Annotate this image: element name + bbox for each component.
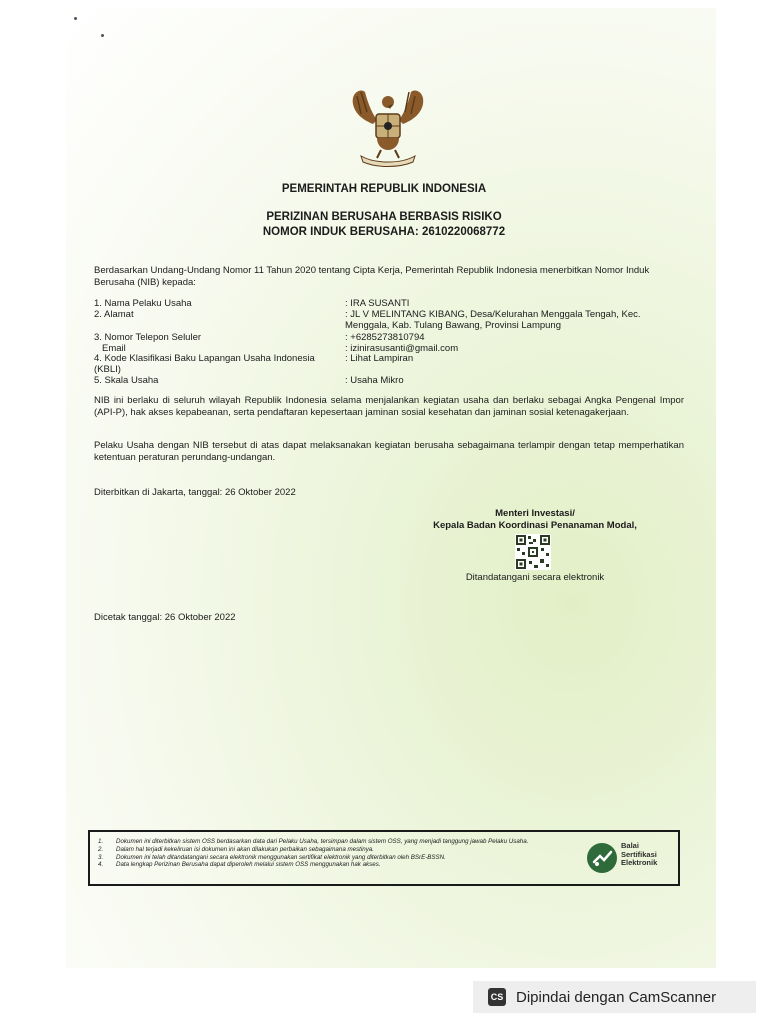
note-text: Data lengkap Perizinan Berusaha dapat diperoleh melalui sistem OSS menggunakan hak akses. (116, 861, 381, 869)
footer-notes-box (88, 830, 680, 886)
printed-date: Dicetak tanggal: 26 Oktober 2022 (94, 612, 236, 623)
field-label: 4. Kode Klasifikasi Baku Lapangan Usaha Indonesia (KBLI) (94, 353, 315, 375)
signatory-office: Kepala Badan Koordinasi Penanaman Modal, (433, 520, 637, 531)
field-value: : Usaha Mikro (345, 375, 404, 386)
field-label: Email (102, 343, 126, 354)
footer-note (98, 846, 588, 854)
nib-number: NOMOR INDUK BERUSAHA: 2610220068772 (262, 226, 506, 238)
note-text: Dalam hal terjadi kekeliruan isi dokumen ini akan dilakukan perbaikan sebagaimana mestinya. (116, 845, 374, 853)
bsre-line: Balai (621, 841, 639, 850)
garuda-emblem-icon (347, 84, 429, 168)
footer-note (98, 854, 588, 862)
field-label: 2. Alamat (94, 309, 134, 320)
field-value: : +6285273810794 (345, 332, 425, 343)
qr-code-icon (515, 534, 551, 570)
note-number: 1. (98, 838, 104, 845)
field-label: 3. Nomor Telepon Seluler (94, 332, 202, 343)
government-heading: PEMERINTAH REPUBLIK INDONESIA (281, 183, 487, 195)
issued-date: Diterbitkan di Jakarta, tanggal: 26 Oktober 2022 (94, 487, 296, 498)
bsre-logo-icon (586, 842, 618, 874)
footer-notes (98, 838, 588, 869)
camscanner-icon: CS (488, 988, 506, 1006)
note-number: 2. (98, 845, 104, 853)
note-text: Dokumen ini telah ditandatangani secara elektronik menggunakan sertifikat elektronik yang diterbitkan oleh BSrE-BSSN. (116, 853, 446, 861)
document-title: PERIZINAN BERUSAHA BERBASIS RISIKO (266, 211, 502, 223)
field-label: 1. Nama Pelaku Usaha (94, 298, 192, 309)
validity-paragraph: NIB ini berlaku di seluruh wilayah Republik Indonesia selama menjalankan kegiatan usaha dan berlaku sebagai Angka Pengenal Impor (API-P), hak akses kepabeanan, serta pendaftaran kepesertaan jaminan sosial kesehatan dan jaminan sosial ketenagakerjaan. (94, 395, 684, 418)
camscanner-label: Dipindai dengan CamScanner (516, 988, 717, 1006)
note-text: Dokumen ini diterbitkan sistem OSS berdasarkan data dari Pelaku Usaha, tersimpan dalam sistem OSS, yang menjadi tanggung jawab Pelaku Usaha. (116, 838, 529, 845)
footer-note (98, 861, 588, 869)
bsre-line: Sertifikasi (621, 849, 657, 859)
field-value: : IRA SUSANTI (345, 298, 410, 309)
note-number: 4. (98, 861, 104, 869)
field-value: : izinirasusanti@gmail.com (345, 343, 459, 354)
bsre-line: Elektronik (621, 858, 658, 867)
note-number: 3. (98, 853, 104, 861)
scan-speck (74, 17, 77, 20)
bsre-logo-text (621, 842, 657, 868)
camscanner-watermark (473, 981, 756, 1013)
signatory-title: Menteri Investasi/ (495, 508, 575, 519)
intro-paragraph: Berdasarkan Undang-Undang Nomor 11 Tahun 2020 tentang Cipta Kerja, Pemerintah Republik Indonesia menerbitkan Nomor Induk Berusaha (NIB) kepada: (94, 265, 650, 288)
electronic-signature-note: Ditandatangani secara elektronik (465, 572, 605, 583)
footer-note (98, 838, 588, 846)
obligation-paragraph: Pelaku Usaha dengan NIB tersebut di atas dapat melaksanakan kegiatan berusaha sebagaimana terlampir dengan tetap memperhatikan ketentuan peraturan perundang-undangan. (94, 440, 684, 463)
field-label: 5. Skala Usaha (94, 375, 159, 386)
scan-speck (101, 34, 104, 37)
field-value: : JL V MELINTANG KIBANG, Desa/Kelurahan Menggala Tengah, Kec. Menggala, Kab. Tulang Bawang, Provinsi Lampung (345, 309, 641, 331)
field-value: : Lihat Lampiran (345, 353, 414, 364)
